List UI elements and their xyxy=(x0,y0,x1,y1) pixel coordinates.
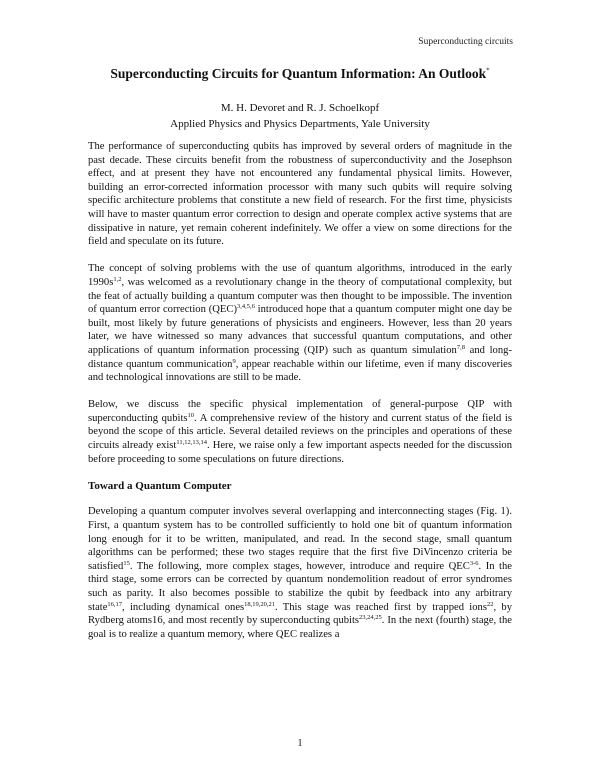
paper-title-text: Superconducting Circuits for Quantum Information: An Outlook xyxy=(110,66,487,81)
page-number: 1 xyxy=(297,738,303,749)
text-run: . The following, more complex stages, however, introduce and require QEC xyxy=(129,560,470,572)
text-run: , appear reachable within our lifetime, even if many discoveries and technological innovations are still to be made. xyxy=(88,358,512,384)
paper-title xyxy=(0,66,600,82)
citation: 3-6 xyxy=(469,559,479,567)
citation: 16,17 xyxy=(107,600,123,608)
author-affiliation: Applied Physics and Physics Departments, Yale University xyxy=(170,118,430,130)
text-run: . Here, we raise only a few important aspects needed for the discussion before proceeding to some speculations on future directions. xyxy=(88,440,512,465)
section-paragraph-1 xyxy=(88,505,512,641)
citation: 3,4,5,6 xyxy=(236,303,255,311)
citation: 23,24,25 xyxy=(359,614,382,622)
citation: 10 xyxy=(187,411,195,419)
text-run: introduced hope that a quantum computer might one day be built, most likely by future generations of physicists and engineers. However, less than 20 years later, we have witnessed so many advances that successful quantum computations, and other applications of quantum information processing (QIP) such as quantum simulation xyxy=(88,304,513,356)
text-run: . In the third stage, some errors can be corrected by quantum nondemolition readout of error syndromes such as parity. It also becomes possible to stabilize the qubit by feedback into any arbitrary state xyxy=(88,560,512,613)
author-block xyxy=(0,100,600,132)
author-names: M. H. Devoret and R. J. Schoelkopf xyxy=(220,102,380,114)
citation: 22 xyxy=(486,600,494,608)
citation: 15 xyxy=(123,559,130,567)
citation: 18,19,20,21 xyxy=(244,600,276,608)
text-run: , was welcomed as a revolutionary change in the theory of computational complexity, but the feat of actually building a quantum computer was then thought to be impossible. The invention of quantum error correction (QEC) xyxy=(88,276,512,316)
text-run: and long-distance quantum communication xyxy=(88,344,512,370)
text-run: . In the next (fourth) stage, the goal is to realize a quantum memory, where QEC realizes a xyxy=(88,615,512,640)
intro-paragraph-1 xyxy=(88,262,512,384)
text-run: , including dynamical ones xyxy=(122,601,245,613)
abstract-paragraph: The performance of superconducting qubits has improved by several orders of magnitude in the past decade. These circuits benefit from the robustness of superconductivity and the Josephson effect, and at present they have not encountered any fundamental physical limits. However, building an error-corrected information processor with many such qubits will require solving specific architecture problems that constitute a new field of research. For the first time, physicists will have to master quantum error correction to design and operate complex active systems that are dissipative in nature, yet remain coherent indefinitely. We offer a view on some directions for the field and speculate on its future. xyxy=(88,141,512,248)
citation: 9 xyxy=(232,357,236,365)
citation: 7,8 xyxy=(456,343,465,351)
running-header: Superconducting circuits xyxy=(418,37,513,47)
text-run: , by Rydberg atoms16, and most recently by superconducting qubits xyxy=(88,601,513,627)
text-run: . A comprehensive review of the history and current status of the field is beyond the scope of this article. Several detailed reviews on the principles and operations of these circuits already exist xyxy=(88,412,512,452)
text-run: The concept of solving problems with the use of quantum algorithms, introduced in the early 1990s xyxy=(88,263,512,288)
citation: 1,2 xyxy=(113,275,122,283)
citation: 11,12,13,14 xyxy=(176,439,208,447)
text-run: Below, we discuss the specific physical implementation of general-purpose QIP with superconducting qubits xyxy=(88,399,512,424)
title-footnote-mark: * xyxy=(486,66,490,75)
article-body xyxy=(88,140,512,655)
text-run: Developing a quantum computer involves several overlapping and interconnecting stages (Fig. 1). First, a quantum system has to be controlled sufficiently to hold one bit of quantum information long enough for it to be written, manipulated, and read. In the second stage, small quantum algorithms can be performed; these two stages require that the first five DiVincenzo criteria be satisfied xyxy=(88,506,512,572)
text-run: . This stage was reached first by trapped ions xyxy=(275,601,487,613)
intro-paragraph-2 xyxy=(88,398,512,466)
section-heading: Toward a Quantum Computer xyxy=(88,479,232,492)
